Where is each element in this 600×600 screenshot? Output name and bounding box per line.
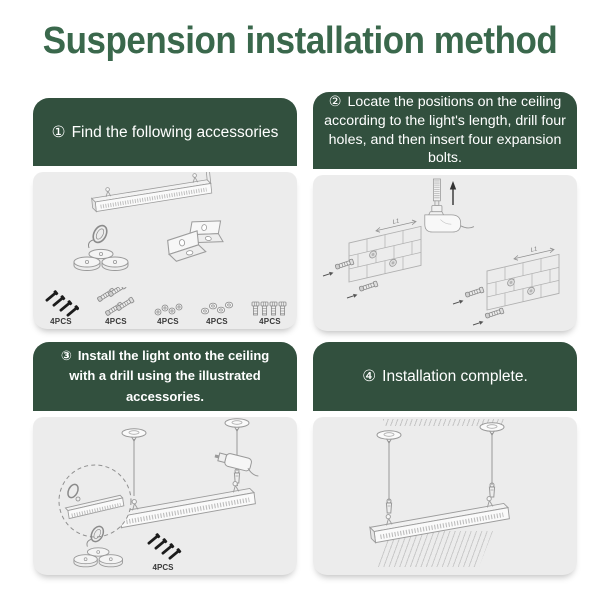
step3-header bbox=[33, 342, 297, 411]
step3-number-icon: ③ bbox=[60, 348, 72, 364]
step4-number-icon: ④ bbox=[362, 368, 377, 385]
expansion-bolts-icon bbox=[96, 287, 136, 317]
light-fixture-drawing bbox=[90, 172, 212, 212]
step2-header bbox=[313, 92, 577, 169]
step3-install-drawing bbox=[33, 417, 297, 575]
page-title: Suspension installation method bbox=[42, 20, 558, 62]
step4-header bbox=[313, 342, 577, 411]
dimension-label-left: L1 bbox=[392, 218, 400, 226]
step2-number-icon: ② bbox=[328, 94, 342, 111]
expansion-bolt-icon bbox=[359, 281, 378, 292]
part-expansion-bolts bbox=[96, 287, 136, 326]
part-qty-label: 4PCS bbox=[105, 317, 127, 326]
step4-illustration bbox=[313, 417, 577, 575]
step4-label: Installation complete. bbox=[382, 368, 528, 385]
accessory-parts-row bbox=[43, 287, 289, 326]
step1-header bbox=[33, 98, 297, 166]
dimension-label-right: L1 bbox=[530, 246, 538, 254]
light-fixture-drawing bbox=[114, 479, 256, 528]
step4-panel bbox=[313, 342, 577, 575]
insert-arrow-icon bbox=[346, 293, 358, 300]
ceiling-grid-left bbox=[349, 213, 421, 282]
part-washers bbox=[200, 297, 234, 326]
up-arrow-icon bbox=[450, 181, 456, 205]
step2-label: Locate the positions on the ceiling according to the light's length, drill four holes, and then insert four expansion bolts. bbox=[324, 94, 566, 167]
detail-zoom-circle bbox=[59, 465, 131, 537]
insert-arrow-icon bbox=[322, 271, 334, 278]
step3-label: Install the light onto the ceiling with a drill using the illustrated accessories. bbox=[69, 348, 270, 404]
expansion-bolt-icon bbox=[335, 259, 354, 270]
step2-header-text bbox=[322, 93, 568, 168]
washers-icon bbox=[200, 297, 234, 317]
part-qty-label: 4PCS bbox=[259, 317, 281, 326]
step4-complete-drawing bbox=[313, 417, 577, 575]
insert-arrow-icon bbox=[472, 320, 484, 327]
hex-bolts-icon bbox=[251, 301, 289, 317]
nuts-icon bbox=[153, 297, 183, 317]
part-hex-bolts bbox=[251, 301, 289, 326]
insert-arrow-icon bbox=[452, 299, 464, 306]
part-qty-label: 4PCS bbox=[206, 317, 228, 326]
step1-header-text bbox=[52, 123, 279, 142]
magnets-and-hook-drawing bbox=[74, 223, 128, 270]
step1-label: Find the following accessories bbox=[71, 123, 279, 141]
step1-panel bbox=[33, 98, 297, 329]
part-qty-label: 4PCS bbox=[152, 563, 174, 572]
step3-header-text bbox=[47, 346, 283, 406]
black-screws-icon bbox=[146, 533, 181, 561]
black-screws-icon bbox=[43, 287, 79, 317]
step3-illustration bbox=[33, 417, 297, 575]
step3-panel bbox=[33, 342, 297, 575]
dimension-line bbox=[514, 243, 554, 262]
cable-gripper-icon bbox=[489, 483, 494, 497]
ceiling-grid-right bbox=[487, 241, 559, 310]
step1-illustration bbox=[33, 172, 297, 329]
cable-gripper-icon bbox=[386, 499, 391, 513]
dimension-line bbox=[376, 215, 416, 234]
step4-header-text bbox=[362, 367, 528, 386]
part-nuts bbox=[153, 297, 183, 326]
cable-gripper-icon bbox=[234, 469, 239, 483]
expansion-bolt-icon bbox=[465, 287, 484, 298]
step2-drilling-drawing bbox=[313, 175, 577, 331]
step1-accessories-drawing bbox=[33, 172, 297, 288]
step2-panel bbox=[313, 92, 577, 331]
part-black-screws bbox=[43, 287, 79, 326]
step1-number-icon: ① bbox=[51, 123, 66, 141]
step2-illustration bbox=[313, 175, 577, 331]
light-fixture-drawing bbox=[368, 494, 510, 543]
part-qty-label: 4PCS bbox=[50, 317, 72, 326]
drill-icon bbox=[425, 179, 474, 232]
part-qty-label: 4PCS bbox=[157, 317, 179, 326]
